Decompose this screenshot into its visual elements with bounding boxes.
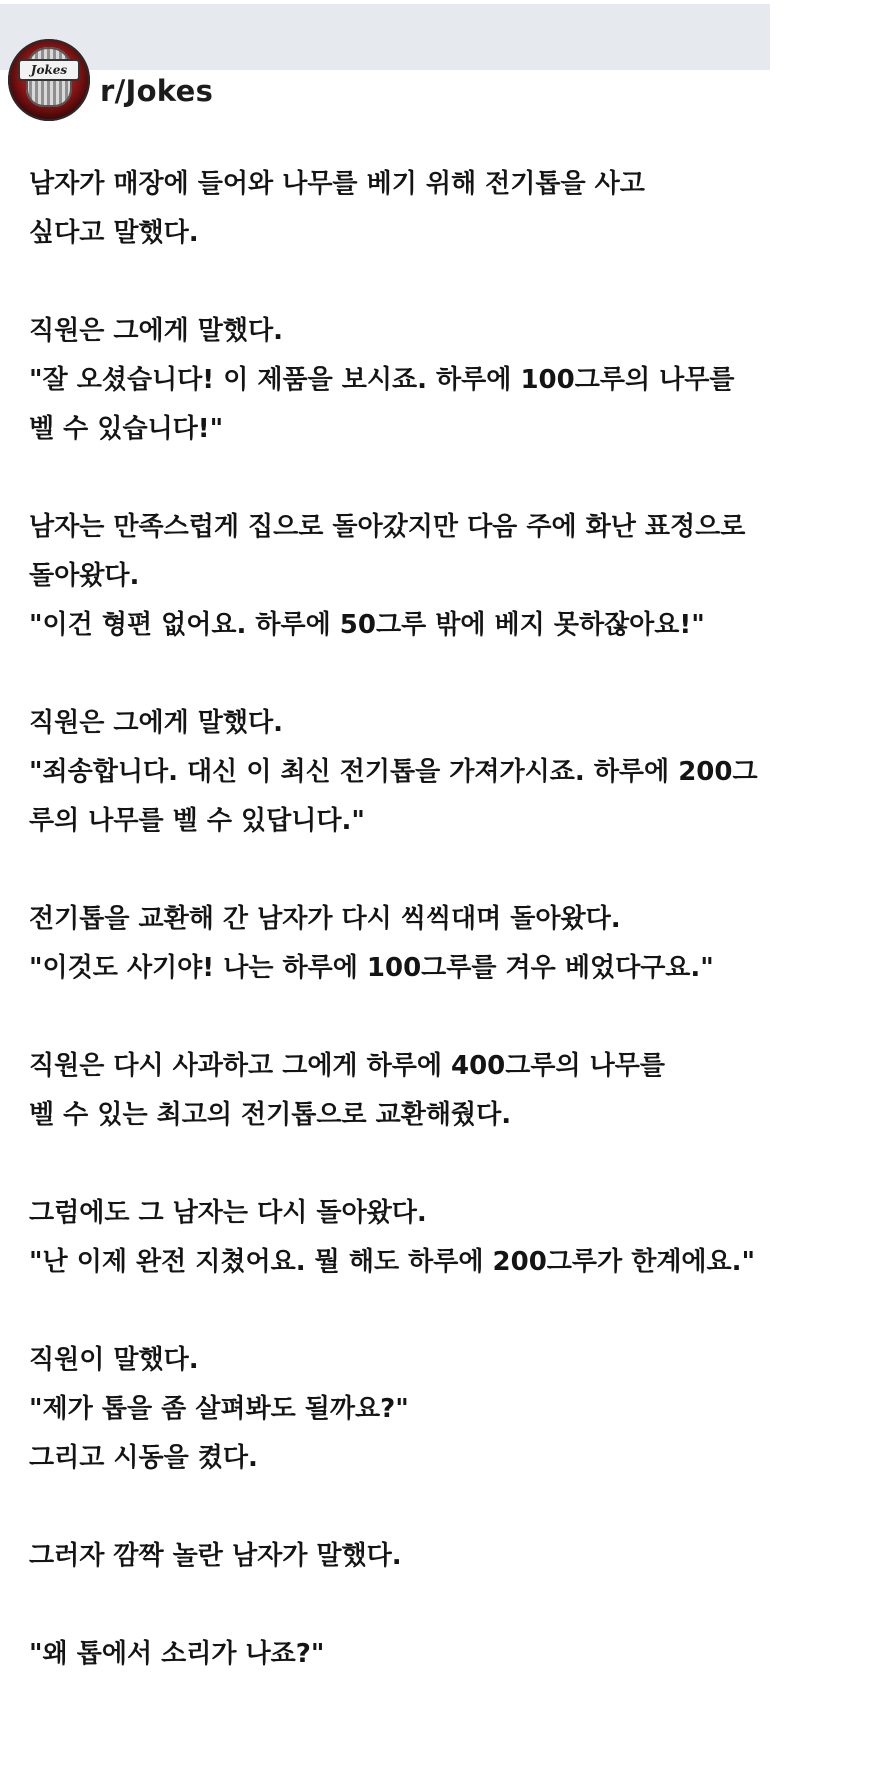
post-line: "제가 톱을 좀 살펴봐도 될까요?" (29, 1394, 409, 1424)
post-body (29, 160, 849, 1679)
post-line: 그리고 시동을 켰다. (29, 1443, 258, 1473)
post-line: 루의 나무를 벨 수 있답니다." (29, 806, 365, 836)
post-line: 직원은 다시 사과하고 그에게 하루에 400그루의 나무를 (29, 1051, 666, 1081)
subreddit-avatar[interactable] (8, 39, 90, 121)
avatar-logo-text: Jokes (18, 59, 80, 81)
post-line: 직원은 그에게 말했다. (29, 316, 284, 346)
subreddit-name[interactable]: r/Jokes (100, 74, 214, 108)
post-line: 벨 수 있는 최고의 전기톱으로 교환해줬다. (29, 1100, 512, 1130)
post-line: 전기톱을 교환해 간 남자가 다시 씩씩대며 돌아왔다. (29, 904, 621, 934)
post-header (8, 38, 213, 122)
post-line: "잘 오셨습니다! 이 제품을 보시죠. 하루에 100그루의 나무를 (29, 365, 735, 395)
paragraph-gap (29, 1581, 849, 1630)
paragraph-gap (29, 258, 849, 307)
paragraph-gap (29, 1483, 849, 1532)
post-line: "난 이제 완전 지쳤어요. 뭘 해도 하루에 200그루가 한계에요." (29, 1247, 756, 1277)
paragraph-gap (29, 1140, 849, 1189)
post-line: 돌아왔다. (29, 561, 140, 591)
paragraph-gap (29, 1287, 849, 1336)
post-line: "왜 톱에서 소리가 나죠?" (29, 1639, 325, 1669)
post-line: 그럼에도 그 남자는 다시 돌아왔다. (29, 1198, 427, 1228)
post-line: "이것도 사기야! 나는 하루에 100그루를 겨우 베었다구요." (29, 953, 714, 983)
paragraph-gap (29, 993, 849, 1042)
post-line: "이건 형편 없어요. 하루에 50그루 밖에 베지 못하잖아요!" (29, 610, 705, 640)
post-line: 직원은 그에게 말했다. (29, 708, 284, 738)
post-line: 그러자 깜짝 놀란 남자가 말했다. (29, 1541, 402, 1571)
post-line: 남자가 매장에 들어와 나무를 베기 위해 전기톱을 사고 (29, 169, 645, 199)
paragraph-gap (29, 454, 849, 503)
post-line: 남자는 만족스럽게 집으로 돌아갔지만 다음 주에 화난 표정으로 (29, 512, 746, 542)
paragraph-gap (29, 650, 849, 699)
post-line: "죄송합니다. 대신 이 최신 전기톱을 가져가시죠. 하루에 200그 (29, 757, 758, 787)
paragraph-gap (29, 846, 849, 895)
post-line: 벨 수 있습니다!" (29, 414, 224, 444)
post-line: 직원이 말했다. (29, 1345, 199, 1375)
post-line: 싶다고 말했다. (29, 218, 199, 248)
